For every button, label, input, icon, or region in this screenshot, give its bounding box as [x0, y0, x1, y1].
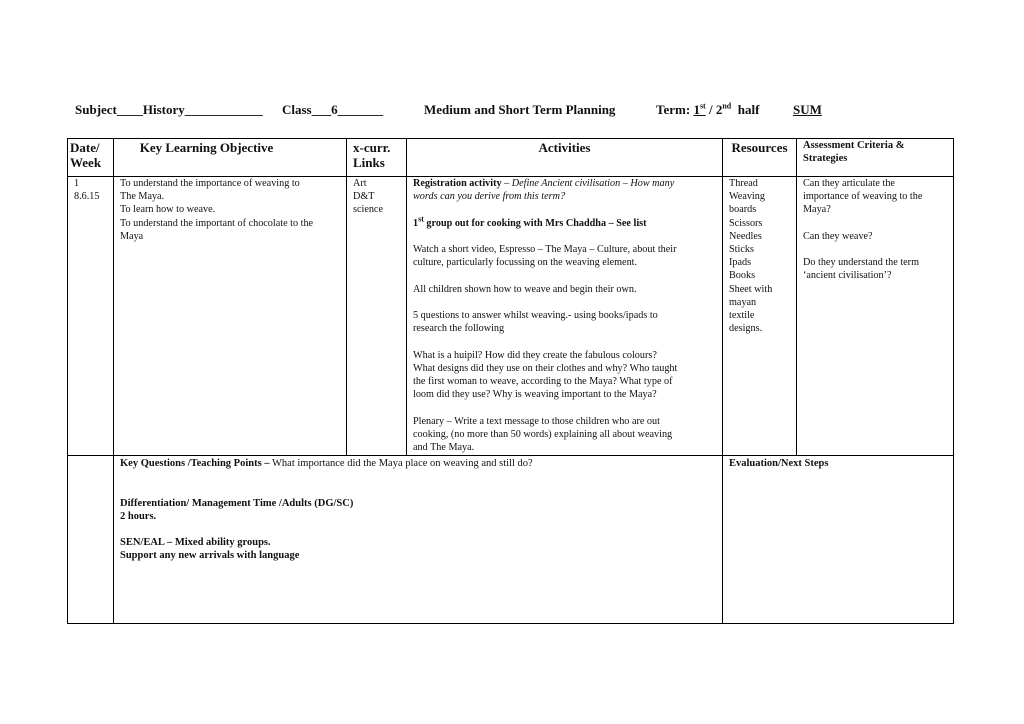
header-date: Date/: [70, 140, 100, 155]
cell-assessment: [803, 177, 951, 283]
resource-item: Scissors: [729, 217, 763, 229]
cell-links: [353, 177, 405, 217]
resource-item: boards: [729, 204, 757, 216]
header-links: Links: [353, 155, 385, 170]
assessment-line: Maya?: [803, 204, 831, 216]
header-assessment: [803, 140, 951, 165]
subject-field: Subject____History____________: [75, 102, 263, 117]
video-activity: culture, particularly focussing on the weaving element.: [413, 257, 638, 269]
research-questions: What designs did they use on their clothes and why? Who taught: [413, 362, 678, 374]
support-note: Support any new arrivals with language: [120, 550, 300, 562]
resource-item: Weaving: [729, 191, 765, 203]
header-week: Week: [70, 155, 102, 170]
term-second-sup: nd: [722, 101, 732, 111]
objective-line: Maya: [120, 230, 144, 242]
header-date-week: [70, 140, 112, 170]
differentiation-heading: Differentiation/ Management Time /Adults (DG/SC): [120, 497, 354, 509]
term-label: Term:: [656, 102, 691, 117]
weave-activity: All children shown how to weave and begin their own.: [413, 283, 637, 295]
resource-item: Sheet with: [729, 283, 773, 295]
cell-resources: [729, 177, 795, 335]
assessment-line: Do they understand the term: [803, 257, 919, 269]
sen-eal-note: SEN/EAL – Mixed ability groups.: [120, 537, 271, 549]
objective-line: The Maya.: [120, 191, 165, 203]
assessment-line: importance of weaving to the: [803, 191, 923, 203]
cooking-group-sup: st: [418, 214, 424, 224]
term-second: / 2: [708, 102, 723, 117]
header-activities: Activities: [538, 140, 591, 155]
assessment-line: ‘ancient civilisation’?: [803, 270, 892, 282]
resource-item: Books: [729, 270, 756, 282]
resource-item: designs.: [729, 323, 763, 335]
assessment-line: Can they articulate the: [803, 178, 895, 189]
time-allocation: 2 hours.: [120, 510, 157, 522]
objective-line: To understand the important of chocolate to the: [120, 217, 314, 229]
cell-activities: [413, 177, 720, 454]
registration-label: Registration activity: [413, 178, 502, 189]
plenary-activity: Plenary – Write a text message to those children who are out: [413, 415, 660, 427]
link-subject: science: [353, 204, 383, 216]
questions-activity: research the following: [413, 323, 505, 335]
resource-item: Sticks: [729, 244, 754, 256]
term-sum: SUM: [793, 102, 822, 117]
registration-text: – Define Ancient civilisation – How many: [501, 178, 675, 189]
objective-line: To learn how to weave.: [120, 204, 216, 216]
registration-text: words can you derive from this term?: [413, 191, 566, 203]
cooking-group: [413, 214, 720, 230]
resource-item: Needles: [729, 230, 762, 242]
document-title: Medium and Short Term Planning: [424, 102, 616, 117]
key-questions: [120, 457, 718, 470]
week-date: 8.6.15: [74, 191, 100, 203]
cooking-group-text: group out for cooking with Mrs Chaddha – See list: [423, 217, 647, 229]
class-field: Class___6_______: [282, 102, 384, 117]
link-subject: D&T: [353, 191, 375, 203]
registration-activity: [413, 177, 720, 190]
evaluation-heading: Evaluation/Next Steps: [729, 458, 829, 469]
header-xcurr: x-curr.: [353, 140, 391, 155]
week-number: 1: [74, 178, 80, 189]
research-questions: loom did they use? Why is weaving important to the Maya?: [413, 389, 657, 401]
plenary-activity: and The Maya.: [413, 441, 475, 453]
research-questions: the first woman to weave, according to the Maya? What type of: [413, 375, 673, 387]
cooking-group-number: 1: [413, 217, 419, 229]
resource-item: mayan: [729, 296, 757, 308]
header-objective: Key Learning Objective: [139, 140, 274, 155]
header-assessment-line: Assessment Criteria &: [803, 140, 905, 151]
term-first-sup: st: [699, 101, 706, 111]
assessment-line: Can they weave?: [803, 230, 873, 242]
key-questions-text: What importance did the Maya place on weaving and still do?: [269, 458, 533, 469]
header-assessment-line: Strategies: [803, 152, 848, 164]
resource-item: textile: [729, 310, 755, 322]
link-subject: Art: [353, 178, 367, 189]
key-questions-section: [120, 457, 718, 563]
term-first-value: 1: [693, 102, 700, 117]
resource-item: Thread: [729, 178, 758, 189]
key-questions-label: Key Questions /Teaching Points –: [120, 458, 270, 469]
term-half: half: [737, 102, 760, 117]
cell-objectives: [120, 177, 344, 243]
resource-item: Ipads: [729, 257, 752, 269]
cell-date-week: [74, 177, 112, 203]
research-questions: What is a huipil? How did they create the fabulous colours?: [413, 349, 657, 361]
header-xcurr-links: [353, 140, 405, 170]
video-activity: Watch a short video, Espresso – The Maya – Culture, about their: [413, 243, 677, 255]
objective-line: To understand the importance of weaving to: [120, 178, 300, 189]
header-resources: Resources: [731, 140, 788, 155]
plenary-activity: cooking, (no more than 50 words) explaining all about weaving: [413, 428, 673, 440]
questions-activity: 5 questions to answer whilst weaving.- using books/ipads to: [413, 309, 658, 321]
